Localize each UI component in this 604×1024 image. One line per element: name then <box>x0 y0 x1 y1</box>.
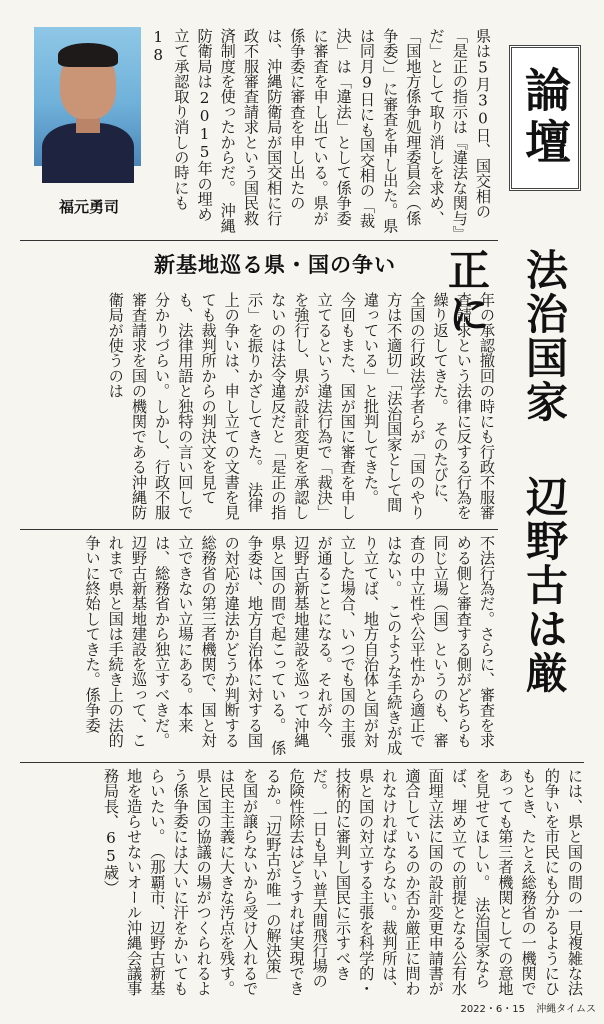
publication-date: 2022・6・15 <box>460 1004 525 1015</box>
article-paragraph: 不法行為だ。さらに、審査を求める側と審査する側がどちらも同じ立場（国）というのも、審査の中立性や公平性から適正ではない。 このような手続きが成り立てば、地方自治体と国が対立した場合、いつでも国の主張が通ることになる。それが今、辺野古新基地建設を巡って沖縄県と国の間で起こっている。 係争委は、地方自治体に対する国の対応が違法かどうか判断する総務省の第三者機関で、国と対立できない立場にある。本来は、総務省から独立すべきだ。 辺野古新基地建設を巡って、これまで県と国は手続き上の法的争いに終始してきた。係争委 <box>83 535 496 756</box>
article-paragraph: には、県と国の間の一見複雑な法的争いを市民にも分かるようにひもとき、たとえ総務省の一機関であっても第三者機関としての意地を見せてほしい。 法治国家ならば、埋め立ての前提となる公有水面埋立法に国の設計変更申請書が適合しているのか否か厳正に問われなければならない。裁判所は、県と国の対立する主張を科学的・技術的に審判し国民に示すべきだ。 一日も早い普天間飛行場の危険性除去はどうすれば実現できるか。「辺野古が唯一の解決策」を国が譲らないから受け入れるでは民主主義に大きな汚点を残す。県と国の協議の場がつくられるよう係争委には大いに汗をかいてもらいたい。 （那覇市、辺野古新基地を造らせないオール沖縄会議事務局長、65歳） <box>101 768 584 996</box>
article-paragraph: 県は5月30日、国交相の「是正の指示は『違法な関与』だ」として取り消しを求め、「国地方係争処理委員会（係争委）」に審査を申し出た。県は同月9日にも国交相の「裁決」は「違法」として係争委に審査を申し出ている。県が係争委に審査を申し出たのは、沖縄防衛局が国交相に行政不服審査請求という国民救済制度を使ったからだ。 沖縄防衛局は2015年の埋め立て承認取り消しの時にも18 <box>149 28 492 234</box>
author-name: 福元勇司 <box>58 198 119 216</box>
article-text-middle <box>20 292 498 524</box>
publication-name: 沖縄タイムス <box>536 1004 596 1015</box>
publication-footer <box>336 1000 596 1020</box>
section-divider <box>20 762 584 763</box>
section-divider <box>20 529 498 530</box>
headline: 法治国家 辺野古は厳正に <box>442 248 569 695</box>
column-label <box>509 45 581 191</box>
article-text-bottom <box>20 768 586 996</box>
article-text-top <box>150 28 494 236</box>
article-paragraph: 年の承認撤回の時にも行政不服審査請求という法律に反する行為を繰り返してきた。 そのたびに、全国の行政法学者らが「国のやり方は不適切」「法治国家として間違っている」と批判してきた。 今回もまた、国が国に審査を申し立てるという違法行為で「裁決」を強行し、県が設計変更を承認しないのは法令違反だと「是正の指示」を振りかざしてきた。 法律上の争いは、申し立ての文書を見ても裁判所からの判決文を見ても、法律用語と独特の言い回しで分かりづらい。しかし、行政不服審査請求を国の機関である沖縄防衛局が使うのは <box>106 292 496 520</box>
section-divider <box>20 240 498 241</box>
article-text-lower <box>20 535 498 757</box>
author-photo <box>34 27 141 166</box>
subheadline: 新基地巡る県・国の争い <box>154 253 396 277</box>
column-label-text: 論壇 <box>518 66 572 170</box>
